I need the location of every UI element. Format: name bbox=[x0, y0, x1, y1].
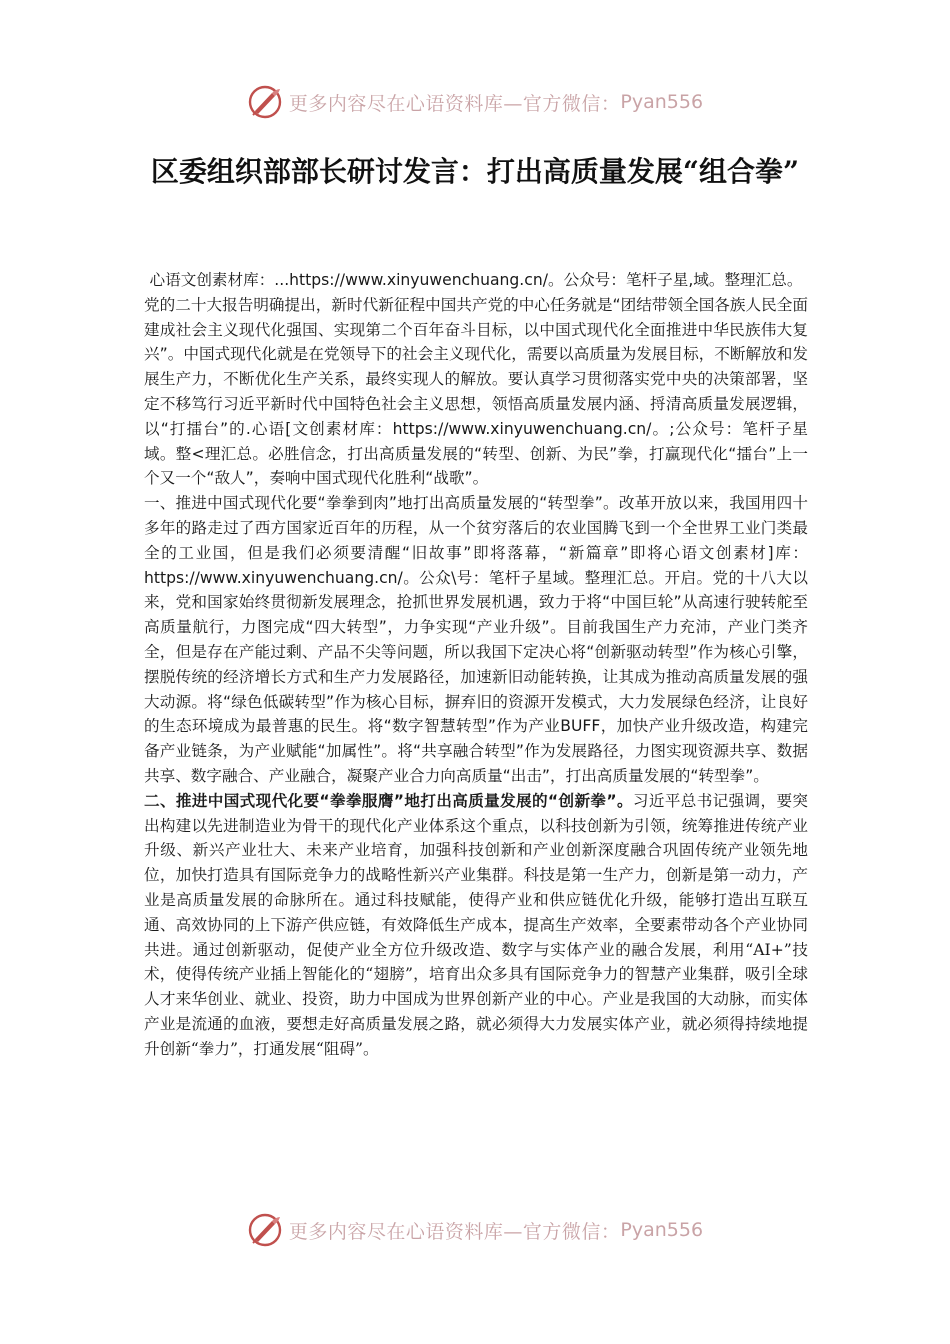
banner-wechat-id: Pyan556 bbox=[620, 91, 704, 113]
document-body bbox=[144, 268, 808, 1062]
intro-paragraph: 党的二十大报告明确提出，新时代新征程中国共产党的中心任务就是“团结带领全国各族人民全面建成社会主义现代化强国、实现第二个百年奋斗目标，以中国式现代化全面推进中华民族伟大复兴”。中国式现代化就是在党领导下的社会主义现代化，需要以高质量为发展目标，不断解放和发展生产力，不断优化生产关系，最终实现人的解放。要认真学习贯彻落实党中央的决策部署，坚定不移笃行习近平新时代中国特色社会主义思想，领悟高质量发展内涵、捋清高质量发展逻辑，以“打擂台”的.心语[文创素材库：https://www.xinyuwenchuang.cn/。;公众号：笔杆子星域。整<理汇总。必胜信念，打出高质量发展的“转型、创新、为民”拳，打赢现代化“擂台”上一个又一个“敌人”，奏响中国式现代化胜利“战歌”。 bbox=[144, 295, 808, 488]
quill-pen-logo-icon bbox=[247, 1212, 283, 1248]
page-title: 区委组织部部长研讨发言：打出高质量发展“组合拳” bbox=[150, 155, 800, 188]
quill-pen-logo-icon bbox=[247, 84, 283, 120]
header-banner bbox=[0, 80, 950, 124]
footer-banner-wechat-id: Pyan556 bbox=[620, 1219, 704, 1241]
section-2-heading: 二、推进中国式现代化要“拳拳服膺”地打出高质量发展的“创新拳”。 bbox=[144, 791, 633, 810]
section-1-paragraph: 一、推进中国式现代化要“拳拳到肉”地打出高质量发展的“转型拳”。改革开放以来，我国用四十多年的路走过了西方国家近百年的历程，从一个贫穷落后的农业国腾飞到一个全世界工业门类最全的工业国，但是我们必须要清醒“旧故事”即将落幕，“新篇章”即将心语文创素材]库：https://www.xinyuwenchuang.cn/。公众\号：笔杆子星域。整理汇总。开启。党的十八大以来，党和国家始终贯彻新发展理念，抢抓世界发展机遇，致力于将“中国巨轮”从高速行驶转舵至高质量航行，力图完成“四大转型”，力争实现“产业升级”。目前我国生产力充沛，产业门类齐全，但是存在产能过剩、产品不尖等问题，所以我国下定决心将“创新驱动转型”作为核心引擎，摆脱传统的经济增长方式和生产力发展路径，加速新旧动能转换，让其成为推动高质量发展的强大动源。将“绿色低碳转型”作为核心目标，摒弃旧的资源开发模式，大力发展绿色经济，让良好的生态环境成为最普惠的民生。将“数字智慧转型”作为产业BUFF，加快产业升级改造，构建完备产业链条，为产业赋能“加属性”。将“共享融合转型”作为发展路径，力图实现资源共享、数据共享、数字融合、产业融合，凝聚产业合力向高质量“出击”，打出高质量发展的“转型拳”。 bbox=[144, 494, 808, 785]
section-2-paragraph bbox=[144, 789, 808, 1062]
footer-banner-text: 更多内容尽在心语资料库—官方微信： bbox=[288, 1220, 621, 1243]
footer-banner bbox=[0, 1208, 950, 1252]
source-line: 心语文创素材库：...https://www.xinyuwenchuang.cn/。公众号：笔杆子星,域。整理汇总。 bbox=[149, 271, 803, 289]
banner-text: 更多内容尽在心语资料库—官方微信： bbox=[288, 92, 621, 115]
section-2-body: 习近平总书记强调，要突出构建以先进制造业为骨干的现代化产业体系这个重点，以科技创新为引领，统筹推进传统产业升级、新兴产业壮大、未来产业培育，加强科技创新和产业创新深度融合巩固传统产业领先地位，加快打造具有国际竞争力的战略性新兴产业集群。科技是第一生产力，创新是第一动力，产业是高质量发展的命脉所在。通过科技赋能，使得产业和供应链优化升级，能够打造出互联互通、高效协同的上下游产供应链，有效降低生产成本，提高生产效率，全要素带动各个产业协同共进。通过创新驱动，促使产业全方位升级改造、数字与实体产业的融合发展，利用“AI+”技术，使得传统产业插上智能化的“翅膀”，培育出众多具有国际竞争力的智慧产业集群，吸引全球人才来华创业、就业、投资，助力中国成为世界创新产业的中心。产业是我国的大动脉，而实体产业是流通的血液，要想走好高质量发展之路，就必须得大力发展实体产业，就必须得持续地提升创新“拳力”，打通发展“阻碍”。 bbox=[144, 791, 808, 1058]
